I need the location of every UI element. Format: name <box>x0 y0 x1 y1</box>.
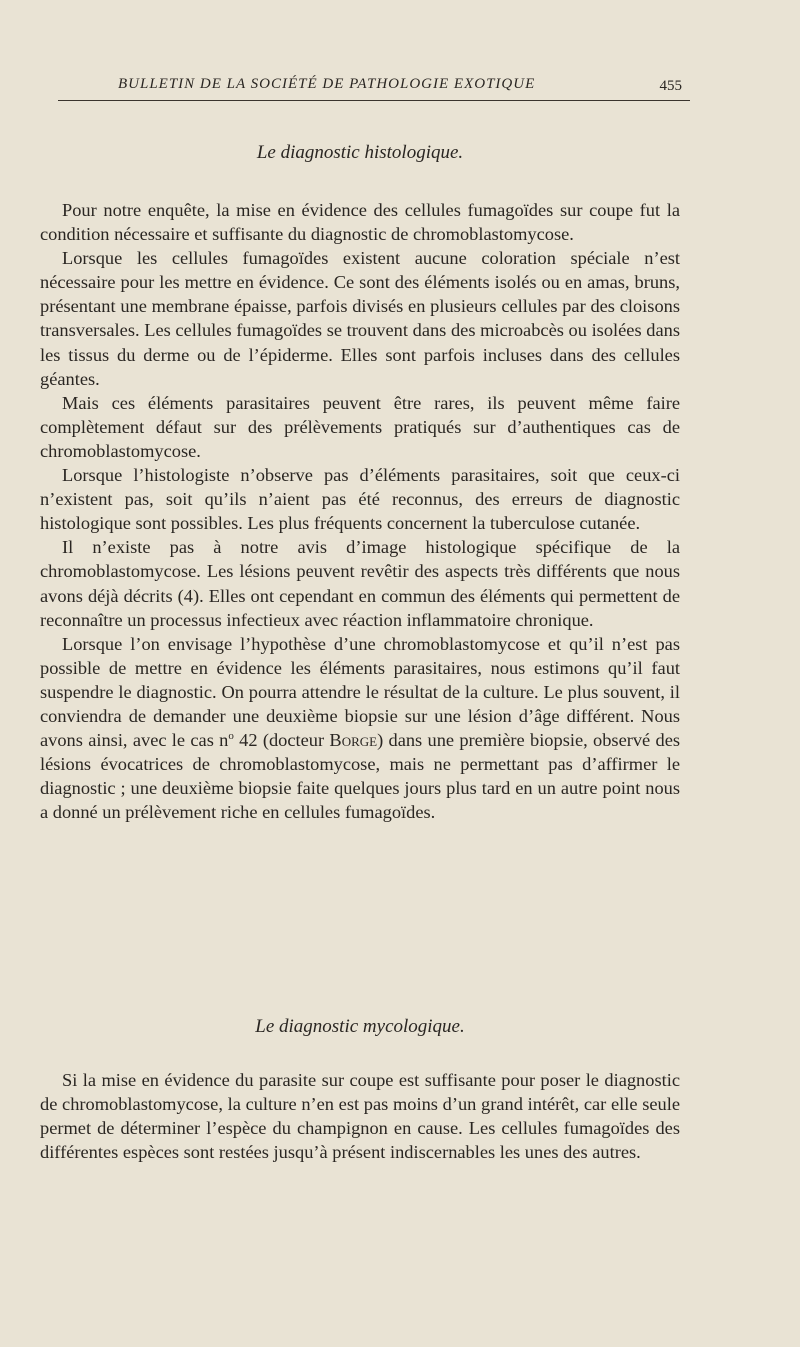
section-title-histologique: Le diagnostic histologique. <box>256 142 464 163</box>
journal-title: BULLETIN DE LA SOCIÉTÉ DE PATHOLOGIE EXOTIQUE <box>118 76 536 92</box>
section-body-mycologique <box>40 1068 680 1164</box>
paragraph: Mais ces éléments parasitaires peuvent être rares, ils peuvent même faire complètement défaut sur des prélèvements pratiqués sur d’authentiques cas de chromoblastomycose. <box>40 392 680 461</box>
paragraph: Il n’existe pas à notre avis d’image histologique spécifique de la chromoblastomycose. Les lésions peuvent revêtir des aspects très différents que nous avons déjà décrits (4). Elles ont cependant en commun des éléments qui permettent de reconnaître un processus infectieux avec réaction inflammatoire chronique. <box>40 537 680 630</box>
paragraph-text: ) dans une première biopsie, observé des lésions évocatrices de chromoblastomycose, mais ne permettant pas d’affirmer le diagnostic ; une deuxième biopsie faite quelques jours plus tard en un autre point nous a donné un prélèvement riche en cellules fumagoïdes. <box>40 730 681 823</box>
paragraph-text: Lorsque l’on envisage l’hypothèse d’une chromoblastomycose et qu’il n’est pas possible de mettre en évidence les éléments parasitaires, nous estimons qu’il faut suspendre le diagnostic. On pourra attendre le résultat de la culture. Le plus souvent, il conviendra de demander une deuxième biopsie sur une lésion d’âge différent. Nous avons ainsi, avec le cas n <box>40 633 680 751</box>
paragraph: Si la mise en évidence du parasite sur coupe est suffisante pour poser le diagnostic de chromoblastomycose, la culture n’en est pas moins d’un grand intérêt, car elle seule permet de déterminer l’espèce du champignon en cause. Les cellules fumagoïdes des différentes espèces sont restées jusqu’à présent indiscernables les unes des autres. <box>40 1070 680 1163</box>
running-header <box>58 76 690 101</box>
section-title-mycologique: Le diagnostic mycologique. <box>255 1016 465 1037</box>
case-number: 42 (docteur <box>233 730 330 751</box>
paragraph: Lorsque l’histologiste n’observe pas d’éléments parasitaires, soit que ceux-ci n’existent pas, soit qu’ils n’aient pas été reconnus, des erreurs de diagnostic histologique sont possibles. Les plus fréquents concernent la tuberculose cutanée. <box>40 465 680 534</box>
paragraph: Pour notre enquête, la mise en évidence des cellules fumagoïdes sur coupe fut la condition nécessaire et suffisante du diagnostic de chromoblastomycose. <box>40 200 680 245</box>
numero-superscript: o <box>228 729 234 742</box>
section-body-histologique <box>40 198 680 824</box>
doctor-name: Borge <box>329 730 378 751</box>
paragraph: Lorsque les cellules fumagoïdes existent aucune coloration spéciale n’est nécessaire pour les mettre en évidence. Ce sont des éléments isolés ou en amas, bruns, présentant une membrane épaisse, parfois divisés en plusieurs cellules par des cloisons transversales. Les cellules fumagoïdes se trouvent dans des microabcès ou isolées dans les tissus du derme ou de l’épiderme. Elles sont parfois incluses dans des cellules géantes. <box>40 248 680 389</box>
page-number: 455 <box>659 78 682 94</box>
paragraph <box>40 632 680 825</box>
